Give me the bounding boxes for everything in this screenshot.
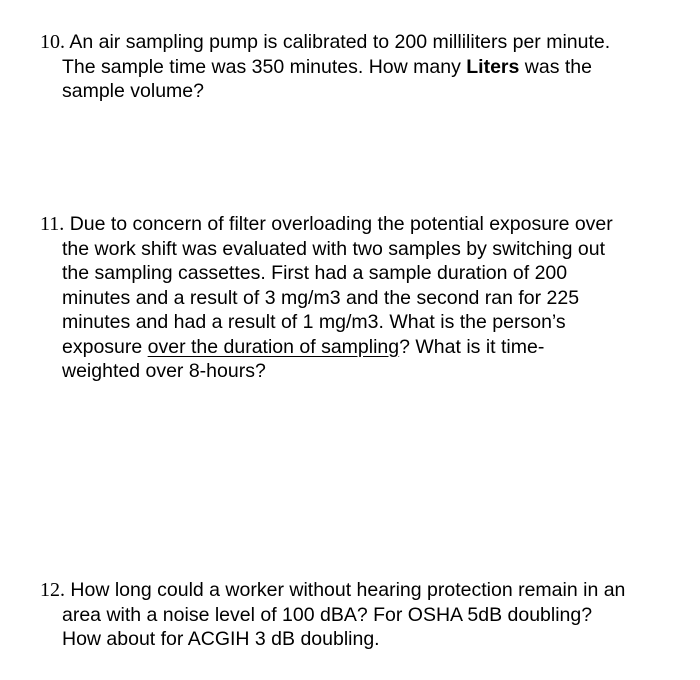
question-text: weighted over 8-hours? xyxy=(62,360,266,382)
question-text: Due to concern of filter overloading the potential exposure over xyxy=(69,213,613,235)
question-number: 11. xyxy=(40,213,65,235)
question-line xyxy=(40,310,672,335)
question-text: minutes and a result of 3 mg/m3 and the second ran for 225 xyxy=(62,286,580,309)
question-text: the sampling cassettes. First had a sample duration of 200 xyxy=(62,262,568,284)
question-line xyxy=(40,261,672,286)
question-text: How long could a worker without hearing protection remain in an xyxy=(70,579,626,601)
question-line xyxy=(40,286,672,311)
question-text: The sample time was 350 minutes. How many xyxy=(62,55,467,78)
question-text: sample volume? xyxy=(62,80,204,102)
question-line xyxy=(40,627,672,652)
question-text: was the xyxy=(519,55,592,78)
question-line xyxy=(40,212,672,237)
question-line xyxy=(40,237,672,262)
question-line xyxy=(40,55,672,80)
question-text: ? What is it time- xyxy=(399,335,545,358)
question-line xyxy=(40,603,672,628)
question-number: 10. xyxy=(40,31,65,53)
question-line xyxy=(40,359,672,384)
question-text: minutes and had a result of 1 mg/m3. What is the person’s xyxy=(62,311,566,333)
question-11 xyxy=(40,212,672,384)
question-line xyxy=(40,578,672,603)
question-line xyxy=(40,79,672,104)
question-line xyxy=(40,335,672,360)
question-10 xyxy=(40,30,672,104)
question-text: How about for ACGIH 3 dB doubling. xyxy=(62,628,380,650)
question-text: the work shift was evaluated with two samples by switching out xyxy=(62,237,606,260)
question-text: area with a noise level of 100 dBA? For OSHA 5dB doubling? xyxy=(62,603,593,626)
underlined-phrase: over the duration of sampling xyxy=(147,335,400,358)
question-text: An air sampling pump is calibrated to 200 milliliters per minute. xyxy=(69,31,611,53)
question-text: exposure xyxy=(62,335,148,358)
bold-term: Liters xyxy=(466,55,520,78)
question-12 xyxy=(40,578,672,652)
question-line xyxy=(40,30,672,55)
question-number: 12. xyxy=(40,579,65,601)
